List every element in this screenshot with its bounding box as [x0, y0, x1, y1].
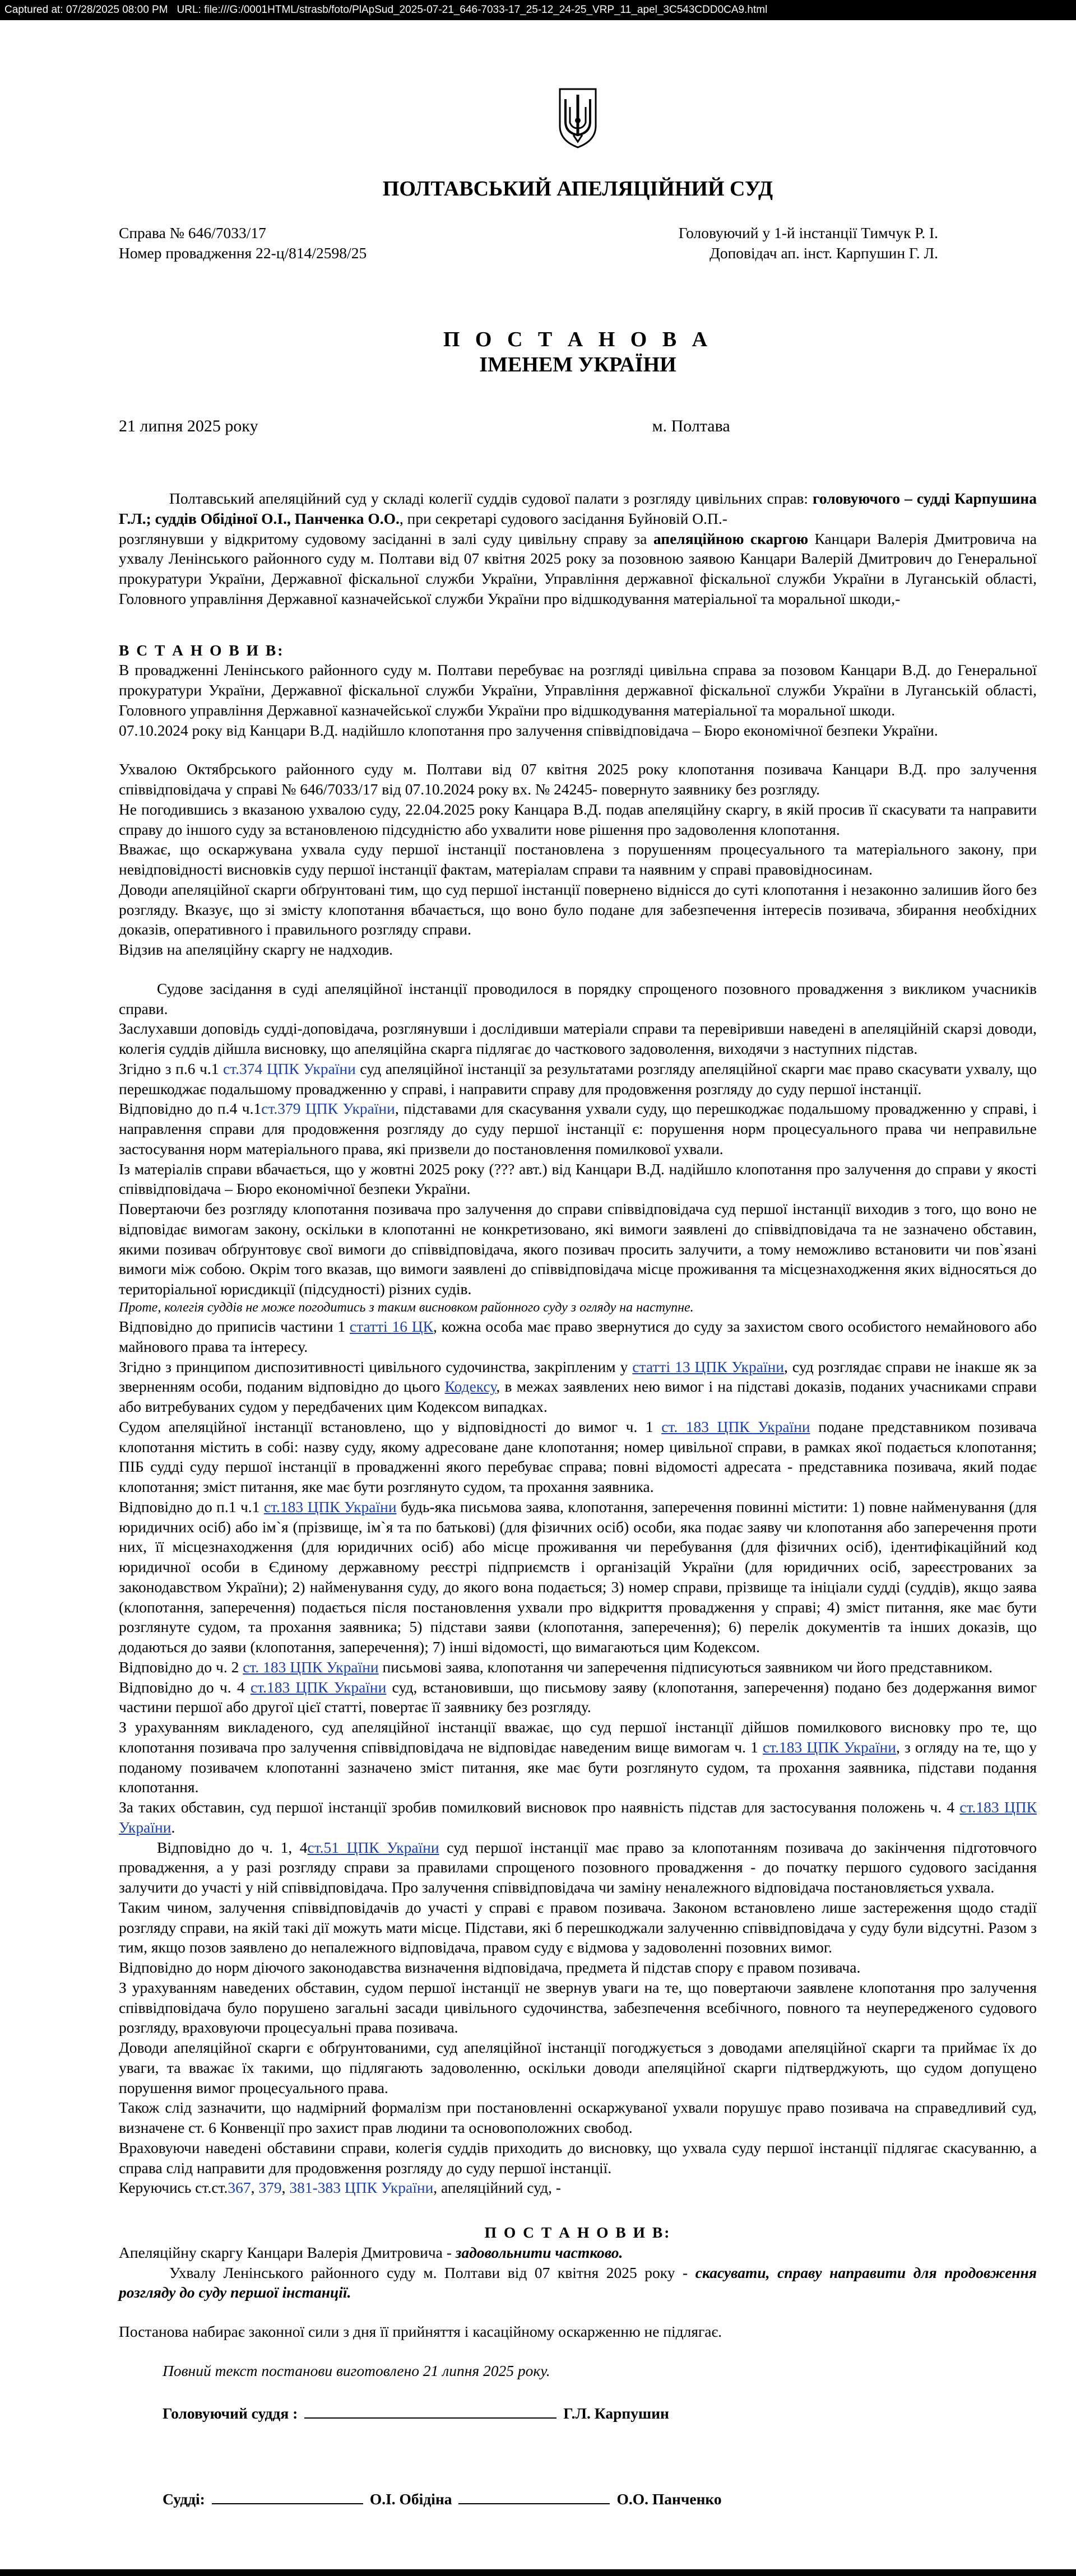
case-number: Справа № 646/7033/17: [119, 224, 266, 242]
law-link[interactable]: ст.183 ЦПК України: [119, 1798, 1037, 1836]
law-link[interactable]: статті 13 ЦПК України: [632, 1357, 785, 1375]
resolution-item: Ухвалу Ленінського районного суду м. Полтави від 07 квітня 2025 року - скасувати, справу направити для продовження розгляду до суду першої інстанції.: [119, 2263, 1037, 2301]
resolution-item: Апеляційну скаргу Канцари Валерія Дмитровича - задовольнити частково.: [119, 2243, 623, 2261]
resolution-heading: П О С Т А Н О В И В:: [484, 2224, 671, 2242]
law-link[interactable]: статті 16 ЦК: [349, 1318, 433, 1336]
paragraph: Відповідно до п.4 ч.1ст.379 ЦПК України, підставами для скасування ухвали суду, що перешкоджає подальшому провадженню у справі, і направлення справи для продовження розгляду до суду першої інстанції є: порушення норм процесуального права чи неправильне застосування норм матеріального права, які призвели до постановлення помилкової ухвали.: [119, 1100, 1037, 1157]
paragraph: Відповідно до норм діючого законодавства визначення відповідача, предмета й підстав спору є правом позивача.: [119, 1959, 861, 1977]
judge-name: О.І. Обідіна: [369, 2490, 452, 2508]
paragraph: Відповідно до ч. 4 ст.183 ЦПК України суд, встановивши, що письмову заяву (клопотання, заперечення) подано без додержання вимог частини першої або другої цієї статті, повертає її заявнику без розгляду.: [119, 1678, 1037, 1716]
paragraph: Вважає, що оскаржувана ухвала суду першої інстанції постановлена з порушенням процесуального та матеріального закону, при невідповідності висновків суду першої інстанції фактам, матеріалам справи та наявним у справі правовідносинам.: [119, 840, 1037, 878]
capture-bar: [0, 0, 1076, 20]
law-link[interactable]: ст.183 ЦПК України: [762, 1738, 897, 1756]
bottom-bar: [0, 2569, 1076, 2576]
paragraph: Відзив на апеляційну скаргу не надходив.: [119, 941, 393, 959]
paragraph: Згідно з принципом диспозитивності цивільного судочинства, закріпленим у статті 13 ЦПК України, суд розглядає справи не інакше як за зверненням особи, поданим відповідно до цього Кодексу, в межах заявлених нею вимог і на підставі доказів, поданих учасниками справи або витребуваних судом у передбачених цим Кодексом випадках.: [119, 1357, 1037, 1416]
law-link[interactable]: ст.51 ЦПК України: [307, 1838, 439, 1856]
presiding-label: Головуючий суддя :: [163, 2404, 298, 2422]
date-place: [119, 415, 1037, 437]
capture-timestamp: Captured at: 07/28/2025 08:00 PM: [4, 4, 168, 16]
paragraph: Таким чином, залучення співвідповідачів до участі у справі є правом позивача. Законом встановлено лише застереження щодо стадії розгляду справи, на якій такі дії можуть мати місце. Підстави, які б перешкоджали залученню співвідповідача у суду були відсутні. Разом з тим, якщо позов заявлено до непалежного відповідача, правом суду є відмова у задоволенні позовних вимог.: [119, 1898, 1037, 1956]
capture-url: URL: file:///G:/0001HTML/strasb/foto/PlApSud_2025-07-21_646-7033-17_25-12_24-25_VRP_11_apel_3C543CDD0CA9.html: [177, 4, 768, 16]
paragraph: З урахуванням викладеного, суд апеляційної інстанції вважає, що суд першої інстанції дійшов помилкового висновку про те, що клопотання позивача про залучення співвідповідача не відповідає наведеним вище вимогам ч. 1 ст.183 ЦПК України, з огляду на те, що у поданому позивачем клопотанні зазначено зміст питання, яке має бути розглянуто судом, та прохання заявника, підстави подання клопотання.: [119, 1718, 1037, 1796]
judges-label: Судді:: [163, 2490, 205, 2508]
paragraph: Доводи апеляційної скарги є обґрунтованими, суд апеляційної інстанції погоджується з доводами апеляційної скарги та приймає їх до уваги, та вважає їх такими, що підлягають задоволенню, оскільки доводи апеляційної скарги підтверджують, що судом допущено порушення вимог процесуального права.: [119, 2039, 1037, 2096]
trident-emblem-icon: [556, 87, 599, 150]
proceeding-number: Номер провадження 22-ц/814/2598/25: [119, 244, 367, 262]
paragraph: В провадженні Ленінського районного суду м. Полтави перебуває на розгляді цивільна справа за позовом Канцари В.Д. до Генеральної прокуратури України, Державної фіскальної служби України, Управління державної фіскальної служби України в Луганській області, Головного управління Державної казначейської служби України про відшкодування матеріальної та моральної шкоди.: [119, 661, 1037, 719]
paragraph: Повертаючи без розгляду клопотання позивача про залучення до справи співвідповідача суд першої інстанції виходив з того, що воно не відповідає вимогам закону, оскільки в клопотанні не конкретизовано, які вимоги заявлені до співвідповідача та не зазначено обставин, якими позивач обґрунтовує свої вимоги до співвідповідача, якого позивач просить залучити, а тому неможливо встановити чи пов`язані вимоги між собою. Окрім того вказав, що вимоги заявлені до співвідповідача місце проживання та місцезнаходження яких відносяться до територіальної юрисдикції (підсудності) різних судів.: [119, 1200, 1037, 1298]
law-link[interactable]: ст.183 ЦПК України: [263, 1498, 397, 1515]
paragraph: З урахуванням наведених обставин, судом першої інстанції не звернув уваги на те, що повертаючи заявлене клопотання про залучення співвідповідача було порушено загальні засади цивільного судочинства, забезпечення всебічного, повного та неупередженого судового розгляду, враховуючи процесуальні права позивача.: [119, 1978, 1037, 2036]
law-link[interactable]: ст.374 ЦПК України: [223, 1059, 356, 1077]
presiding-signature: [163, 2403, 1037, 2424]
case-meta: [119, 223, 1037, 263]
law-link[interactable]: Кодексу: [444, 1378, 497, 1396]
full-text-note: Повний текст постанови виготовлено 21 липня 2025 року.: [163, 2361, 550, 2379]
paragraph: Із матеріалів справи вбачається, що у жовтні 2025 року (??? авт.) від Канцари В.Д. надійшло клопотання про залучення до справи у якості співвідповідача – Бюро економічної безпеки України.: [119, 1160, 1037, 1198]
signature-line: [304, 2405, 556, 2419]
paragraph: Керуючись ст.ст.367, 379, 381-383 ЦПК України, апеляційний суд, -: [119, 2179, 562, 2197]
law-link[interactable]: ст.183 ЦПК України: [250, 1678, 387, 1696]
resolution-item: Постанова набирає законної сили з дня її прийняття і касаційному оскарженню не підлягає.: [119, 2323, 722, 2341]
paragraph: Судом апеляційної інстанції встановлено, що у відповідності до вимог ч. 1 ст. 183 ЦПК України подане представником позивача клопотання містить в собі: назву суду, якому адресоване дане клопотання; номер цивільної справи, в рамках якої подається клопотання; ПІБ судді суду першої інстанції в провадженні якого перебуває справа; повні відомості адресата - представника позивача, який подає клопотання; зміст питання, яке має бути розглянуто судом, та прохання заявника.: [119, 1417, 1037, 1496]
decree-title: П О С Т А Н О В А: [443, 327, 713, 351]
intro-paragraph: розглянувши у відкритому судовому засіданні в залі суду цивільну справу за апеляційною скаргою Канцари Валерія Дмитровича на ухвалу Ленінського районного суду м. Полтави від 07 квітня 2025 року за позовною заявою Канцари Валерій Дмитрович до Генеральної прокуратури України, Державної фіскальної служби України, Управління державної фіскальної служби України в Луганській області, Головного управління Державної казначейської служби України про відшкодування матеріальної та моральної шкоди,-: [119, 529, 1037, 607]
paragraph: Відповідно до ч. 2 ст. 183 ЦПК України письмові заява, клопотання чи заперечення підписуються заявником чи його представником.: [119, 1658, 992, 1676]
paragraph: Враховуючи наведені обставини справи, колегія суддів приходить до висновку, що ухвала суду першої інстанції підлягає скасуванню, а справа слід направити для продовження розгляду до суду першої інстанції.: [119, 2138, 1037, 2177]
paragraph: Відповідно до п.1 ч.1 ст.183 ЦПК України будь-яка письмова заява, клопотання, заперечення повинні містити: 1) повне найменування (для юридичних осіб) або ім`я (прізвище, ім`я та по батькові) (для фізичних осіб) особи, яка подає заяву чи клопотання або заперечення проти них, її місцезнаходження (для юридичних осіб) або місце проживання чи перебування (для фізичних осіб), ідентифікаційний код юридичної особи в Єдиному державному реєстрі підприємств і організацій України (для юридичних осіб, зареєстрованих за законодавством України); 2) найменування суду, до якого вона подається; 3) номер справи, прізвище та ініціали судді (суддів), якщо заява (клопотання, заперечення) подається після постановлення ухвали про відкриття провадження у справі; 4) зміст питання, яке має бути розглянуте судом, та прохання заявника; 5) підстави заяви (клопотання, заперечення); 6) перелік документів та інших доказів, що додаються до заяви (клопотання, заперечення); 7) інші відомості, що вимагаються цим Кодексом.: [119, 1498, 1037, 1656]
established-heading: В С Т А Н О В И В:: [119, 641, 285, 659]
intro-paragraph: Полтавський апеляційний суд у складі колегії суддів судової палати з розгляду цивільних справ: головуючого – судді Карпушина Г.Л.; суддів Обідіної О.І., Панченка О.О., при секретарі судового засідання Буйновій О.П.-: [119, 490, 1037, 527]
law-link[interactable]: 381-383 ЦПК України: [289, 2179, 434, 2197]
law-link[interactable]: 379: [258, 2179, 282, 2197]
paragraph: Згідно з п.6 ч.1 ст.374 ЦПК України суд апеляційної інстанції за результатами розгляду апеляційної скарги має право скасувати ухвалу, що перешкоджає подальшому провадженню у справі, і направити справу для продовження розгляду до суду першої інстанції.: [119, 1059, 1037, 1098]
document: [119, 87, 1037, 2509]
law-link[interactable]: 367: [228, 2179, 251, 2197]
paragraph: 07.10.2024 року від Канцари В.Д. надійшло клопотання про залучення співвідповідача – Бюро економічної безпеки України.: [119, 721, 938, 739]
paragraph: За таких обставин, суд першої інстанції зробив помилковий висновок про наявність підстав для застосування положень ч. 4 ст.183 ЦПК України.: [119, 1798, 1037, 1836]
paragraph: Ухвалою Октябрського районного суду м. Полтави від 07 квітня 2025 року клопотання позивача Канцари В.Д. про залучення співвідповідача у справі № 646/7033/17 від 07.10.2024 року вх. № 24245- повернуто заявнику без розгляду.: [119, 760, 1037, 798]
paragraph: Не погодившись з вказаною ухвалою суду, 22.04.2025 року Канцара В.Д. подав апеляційну скаргу, в якій просив її скасувати та направити справу до іншого суду за встановленою підсудністю або ухвалити нове рішення про задоволення клопотання.: [119, 800, 1037, 838]
paragraph: Проте, колегія суддів не може погодитись з таким висновком районного суду з огляду на наступне.: [119, 1300, 694, 1315]
paragraph: Судове засідання в суді апеляційної інстанції проводилося в порядку спрощеного позовного провадження з викликом учасників справи.: [119, 979, 1037, 1017]
law-link[interactable]: ст.379 ЦПК України: [261, 1100, 395, 1118]
paragraph: Відповідно до приписів частини 1 статті 16 ЦК, кожна особа має право звернутися до суду за захистом свого особистого немайнового або майнового права та інтересу.: [119, 1318, 1037, 1355]
decree-subtitle: ІМЕНЕМ УКРАЇНИ: [479, 353, 676, 377]
paragraph: Доводи апеляційної скарги обґрунтовані тим, що суд першої інстанції повернено віднісся до суті клопотання і незаконно залишив його без розгляду. Вказує, що зі змісту клопотання вбачається, що воно було подане для забезпечення інтересів позивача, збирання необхідних доказів, оперативного і правильного розгляду справи.: [119, 880, 1037, 938]
paragraph: Заслухавши доповідь судді-доповідача, розглянувши і дослідивши матеріали справи та перевіривши наведені в апеляційній скарзі доводи, колегія суддів дійшла висновку, що апеляційна скарга підлягає до часткового задоволення, виходячи з наступних підстав.: [119, 1020, 1037, 1058]
judges-signatures: [163, 2489, 1037, 2509]
court-name: ПОЛТАВСЬКИЙ АПЕЛЯЦІЙНИЙ СУД: [382, 177, 773, 201]
paragraph: Також слід зазначити, що надмірний формалізм при постановленні оскаржуваної ухвали порушує право позивача на справедливий суд, визначене ст. 6 Конвенції про захист прав людини та основоположних свобод.: [119, 2099, 1037, 2137]
judge-name: О.О. Панченко: [616, 2490, 722, 2508]
law-link[interactable]: ст. 183 ЦПК України: [661, 1417, 810, 1435]
decree-place: м. Полтава: [652, 417, 730, 436]
presiding-first-instance: Головуючий у 1-й інстанції Тимчук Р. І.: [678, 224, 938, 242]
signature-line: [212, 2491, 363, 2504]
paragraph: Відповідно до ч. 1, 4ст.51 ЦПК України суд першої інстанції має право за клопотанням позивача до закінчення підготовчого провадження, а у разі розгляду справи за правилами спрощеного позовного провадження - до початку першого судового засідання залучити до участі у ній співвідповідача. Про залучення співвідповідача чи заміну неналежного відповідача постановляється ухвала.: [119, 1838, 1037, 1896]
law-link[interactable]: ст. 183 ЦПК України: [243, 1658, 379, 1676]
reporter-judge: Доповідач ап. інст. Карпушин Г. Л.: [709, 244, 938, 262]
signature-line: [458, 2491, 610, 2504]
decree-date: 21 липня 2025 року: [119, 417, 258, 436]
presiding-name: Г.Л. Карпушин: [563, 2404, 669, 2422]
